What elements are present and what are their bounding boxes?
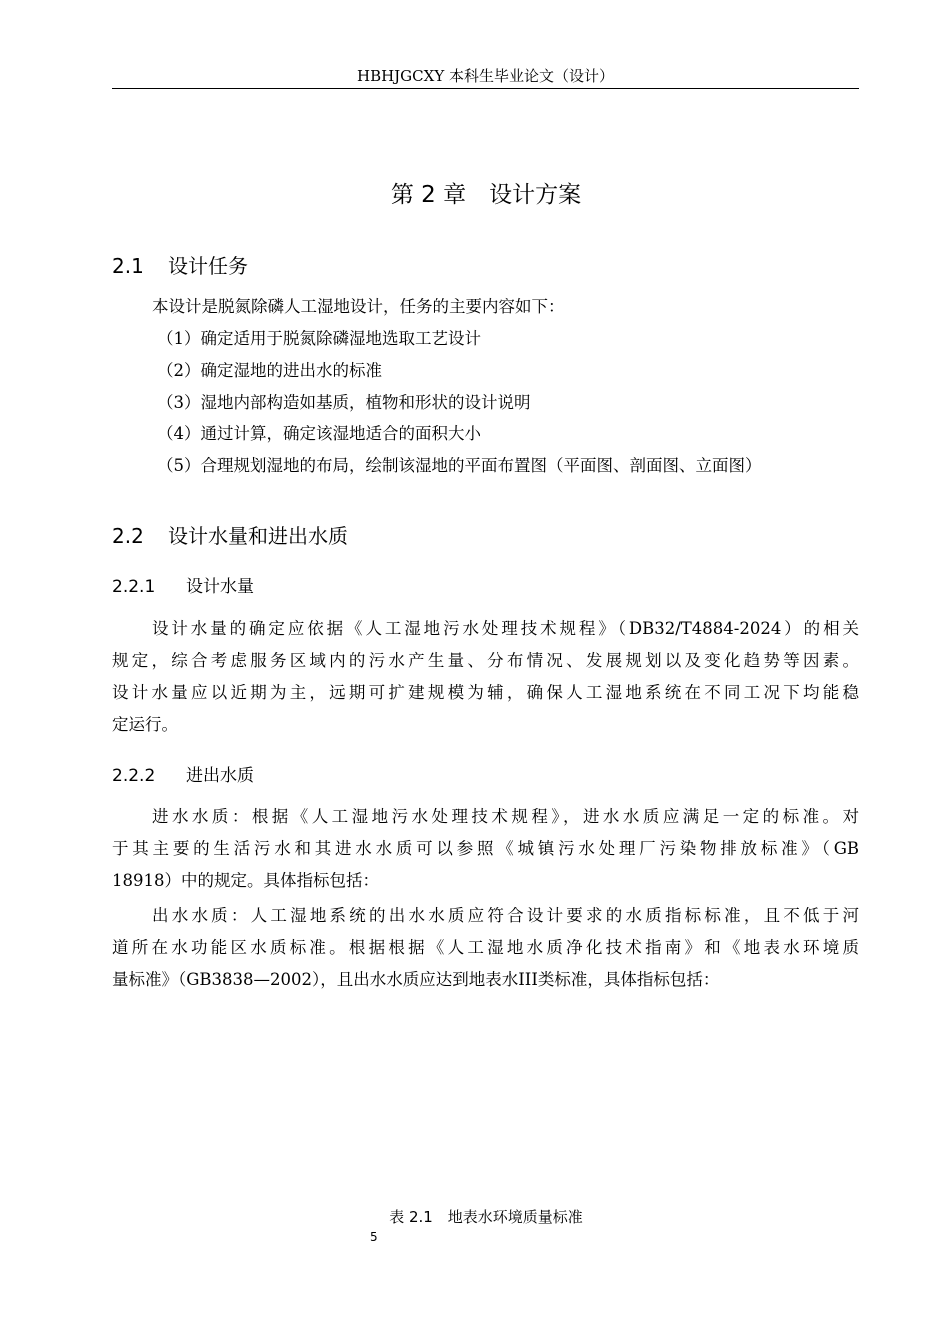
paragraph-line: 定运行。: [112, 715, 178, 734]
paragraph-line: 道所在水功能区水质标准。根据根据《人工湿地水质净化技术指南》和《地表水环境质: [112, 938, 859, 957]
paragraph-line: 量标准》（GB3838—2002），且出水水质应达到地表水III类标准，具体指标包括：: [112, 970, 720, 989]
subsection-title: 进出水质: [186, 766, 254, 786]
subsection-heading-2-2-2: [112, 763, 254, 789]
page-number: 5: [370, 1230, 378, 1244]
paragraph-line: 设计水量应以近期为主，远期可扩建规模为辅，确保人工湿地系统在不同工况下均能稳: [112, 683, 859, 702]
paragraph-line: 出水水质：人工湿地系统的出水水质应符合设计要求的水质指标标准，且不低于河: [152, 906, 859, 925]
section-heading-2-1: [112, 251, 248, 281]
paragraph-line: 规定，综合考虑服务区域内的污水产生量、分布情况、发展规划以及变化趋势等因素。: [112, 651, 859, 670]
subsection-number: 2.2.1: [112, 577, 156, 597]
section-number: 2.1: [112, 254, 144, 278]
subsection-title: 设计水量: [186, 577, 254, 597]
task-item: （1）确定适用于脱氮除磷湿地选取工艺设计: [157, 329, 481, 348]
task-item: （2）确定湿地的进出水的标准: [157, 361, 382, 380]
paragraph-line: 进水水质：根据《人工湿地污水处理技术规程》，进水水质应满足一定的标准。对: [152, 807, 859, 826]
paragraph-line: 18918）中的规定。具体指标包括：: [112, 871, 379, 890]
task-item: （5）合理规划湿地的布局，绘制该湿地的平面布置图（平面图、剖面图、立面图）: [157, 456, 762, 475]
running-header: HBHJGCXY 本科生毕业论文（设计）: [356, 67, 614, 85]
table-caption: 表 2.1 地表水环境质量标准: [389, 1208, 583, 1226]
subsection-number: 2.2.2: [112, 766, 156, 786]
section-number: 2.2: [112, 524, 144, 548]
header-rule: [112, 88, 859, 89]
subsection-heading-2-2-1: [112, 574, 254, 600]
paragraph-line: 设计水量的确定应依据《人工湿地污水处理技术规程》（DB32/T4884-2024）的相关: [152, 619, 859, 638]
section-title: 设计任务: [168, 254, 248, 278]
section-heading-2-2: [112, 521, 348, 551]
task-intro: 本设计是脱氮除磷人工湿地设计，任务的主要内容如下：: [152, 297, 565, 316]
section-title: 设计水量和进出水质: [168, 524, 348, 548]
paragraph-line: 于其主要的生活污水和其进水水质可以参照《城镇污水处理厂污染物排放标准》（GB: [112, 839, 859, 858]
chapter-title: 第 2 章 设计方案: [390, 182, 582, 208]
task-item: （3）湿地内部构造如基质，植物和形状的设计说明: [157, 393, 531, 412]
task-item: （4）通过计算，确定该湿地适合的面积大小: [157, 424, 481, 443]
